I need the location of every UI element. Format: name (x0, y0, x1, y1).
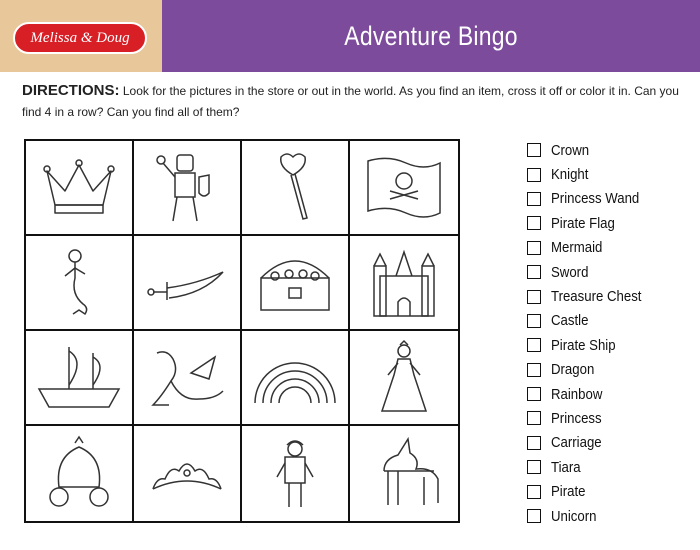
checklist-label: Knight (551, 166, 589, 184)
checklist-item-dragon[interactable] (527, 358, 654, 382)
checklist-label: Tiara (551, 458, 581, 476)
checkbox[interactable] (527, 411, 541, 425)
title-bar (162, 0, 700, 72)
bingo-cell-unicorn[interactable] (350, 426, 458, 521)
pirate-icon (245, 433, 345, 515)
bingo-cell-pirate-flag[interactable] (350, 141, 458, 236)
checklist-item-tiara[interactable] (527, 455, 654, 479)
checklist-label: Dragon (551, 361, 595, 379)
checklist-label: Pirate Flag (551, 214, 615, 232)
bingo-cell-knight[interactable] (134, 141, 242, 236)
checklist-label: Castle (551, 312, 589, 330)
logo-area (0, 0, 162, 72)
checklist-item-pirate-flag[interactable] (527, 211, 654, 235)
checkbox[interactable] (527, 290, 541, 304)
checklist-item-pirate-ship[interactable] (527, 333, 654, 357)
castle-icon (354, 242, 454, 324)
checklist-label: Crown (551, 141, 590, 159)
checklist-item-carriage[interactable] (527, 431, 654, 455)
checkbox[interactable] (527, 436, 541, 450)
bingo-cell-pirate-ship[interactable] (26, 331, 134, 426)
checklist-label: Princess (551, 409, 602, 427)
treasure-chest-icon (245, 242, 345, 324)
checklist-item-knight[interactable] (527, 162, 654, 186)
bingo-cell-mermaid[interactable] (26, 236, 134, 331)
checklist-label: Treasure Chest (551, 288, 642, 306)
knight-icon (137, 147, 237, 229)
checklist-item-sword[interactable] (527, 260, 654, 284)
bingo-cell-tiara[interactable] (134, 426, 242, 521)
checklist-item-princess[interactable] (527, 406, 654, 430)
mermaid-icon (29, 242, 129, 324)
checkbox[interactable] (527, 509, 541, 523)
bingo-cell-crown[interactable] (26, 141, 134, 236)
checklist (527, 138, 654, 528)
checkbox[interactable] (527, 338, 541, 352)
carriage-icon (29, 433, 129, 515)
bingo-cell-sword[interactable] (134, 236, 242, 331)
bingo-cell-dragon[interactable] (134, 331, 242, 426)
logo-text: Melissa & Doug (30, 29, 130, 46)
princess-wand-icon (245, 147, 345, 229)
checklist-item-unicorn[interactable] (527, 504, 654, 528)
checklist-item-castle[interactable] (527, 309, 654, 333)
header (0, 0, 700, 72)
bingo-grid (24, 139, 460, 523)
bingo-cell-treasure-chest[interactable] (242, 236, 350, 331)
checklist-label: Rainbow (551, 385, 603, 403)
checklist-label: Sword (551, 263, 589, 281)
tiara-icon (137, 433, 237, 515)
checklist-item-princess-wand[interactable] (527, 187, 654, 211)
checkbox[interactable] (527, 460, 541, 474)
checklist-label: Mermaid (551, 239, 603, 257)
directions (22, 80, 682, 123)
rainbow-icon (245, 337, 345, 419)
checklist-item-crown[interactable] (527, 138, 654, 162)
dragon-icon (137, 337, 237, 419)
bingo-cell-rainbow[interactable] (242, 331, 350, 426)
sword-icon (137, 242, 237, 324)
princess-icon (354, 337, 454, 419)
checkbox[interactable] (527, 363, 541, 377)
crown-icon (29, 147, 129, 229)
checklist-item-rainbow[interactable] (527, 382, 654, 406)
pirate-flag-icon (354, 147, 454, 229)
checkbox[interactable] (527, 265, 541, 279)
page-title: Adventure Bingo (344, 20, 518, 51)
bingo-cell-pirate[interactable] (242, 426, 350, 521)
checkbox[interactable] (527, 216, 541, 230)
bingo-cell-princess-wand[interactable] (242, 141, 350, 236)
checkbox[interactable] (527, 168, 541, 182)
directions-text: Look for the pictures in the store or out in the world. As you find an item, cross it off or color it in. Can you find 4 in a row? Can you find all of them? (22, 84, 679, 119)
checklist-label: Pirate Ship (551, 336, 616, 354)
checkbox[interactable] (527, 241, 541, 255)
checklist-label: Carriage (551, 434, 602, 452)
checklist-label: Pirate (551, 483, 586, 501)
checkbox[interactable] (527, 485, 541, 499)
checkbox[interactable] (527, 314, 541, 328)
checklist-item-treasure-chest[interactable] (527, 284, 654, 308)
bingo-cell-carriage[interactable] (26, 426, 134, 521)
checklist-label: Unicorn (551, 507, 597, 525)
pirate-ship-icon (29, 337, 129, 419)
checkbox[interactable] (527, 143, 541, 157)
checklist-item-pirate[interactable] (527, 479, 654, 503)
checklist-item-mermaid[interactable] (527, 236, 654, 260)
directions-lead: DIRECTIONS: (22, 82, 120, 99)
checkbox[interactable] (527, 192, 541, 206)
unicorn-icon (354, 433, 454, 515)
bingo-cell-castle[interactable] (350, 236, 458, 331)
bingo-cell-princess[interactable] (350, 331, 458, 426)
checkbox[interactable] (527, 387, 541, 401)
checklist-label: Princess Wand (551, 190, 640, 208)
